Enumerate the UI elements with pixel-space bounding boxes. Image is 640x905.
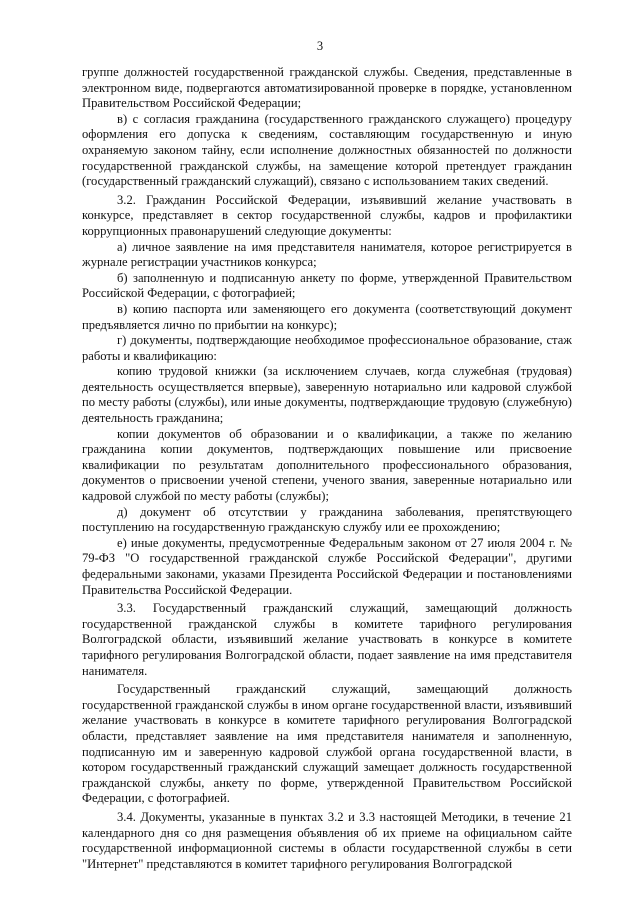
paragraph-3-3-civil-servant: 3.3. Государственный гражданский служащий, замещающий должность государственной гражданской службы в комитете тарифного регулирования Волгоградской области, изъявивший желание участвовать в конкурсе в комитете тарифного регулирования Волгоградской области, подает заявление на имя представителя нанимателя. bbox=[82, 601, 572, 678]
page-number: 3 bbox=[316, 39, 324, 53]
paragraph-item-v-passport: в) копию паспорта или заменяющего его документа (соответствующий документ предъявляется лично по прибытии на конкурс); bbox=[82, 301, 572, 332]
paragraph-item-d-health: д) документ об отсутствии у гражданина заболевания, препятствующего поступлению на государственную гражданскую службу или ее прохождению; bbox=[82, 504, 572, 535]
paragraph-continuation: группе должностей государственной гражданской службы. Сведения, представленные в электронном виде, подвергаются автоматизированной проверке в порядке, установленном Правительством Российской Федерации; bbox=[82, 65, 572, 111]
paragraph-item-b-questionnaire: б) заполненную и подписанную анкету по форме, утвержденной Правительством Российской Федерации, с фотографией; bbox=[82, 270, 572, 301]
paragraph-item-a-application: а) личное заявление на имя представителя нанимателя, которое регистрируется в журнале регистрации участников конкурса; bbox=[82, 239, 572, 270]
paragraph-3-2-citizen-documents: 3.2. Гражданин Российской Федерации, изъявивший желание участвовать в конкурсе, представляет в сектор государственной службы, кадров и профилактики коррупционных правонарушений следующие документы: bbox=[82, 192, 572, 238]
paragraph-work-record-copy: копию трудовой книжки (за исключением случаев, когда служебная (трудовая) деятельность осуществляется впервые), заверенную нотариально или кадровой службой по месту работы (службы), или иные документы, подтверждающие трудовую (служебную) деятельность гражданина; bbox=[82, 364, 572, 426]
paragraph-3-4-submission-deadline: 3.4. Документы, указанные в пунктах 3.2 и 3.3 настоящей Методики, в течение 21 календарного дня со дня размещения объявления об их приеме на официальном сайте государственной информационной системы в области государственной службы в сети "Интернет" представляются в комитет тарифного регулирования Волгоградской bbox=[82, 809, 572, 871]
paragraph-education-copies: копии документов об образовании и о квалификации, а также по желанию гражданина копии документов, подтверждающих повышение или присвоение квалификации по результатам дополнительного профессионального образования, документов о присвоении ученой степени, ученого звания, заверенные нотариально или кадровой службой по месту работы (службы); bbox=[82, 426, 572, 504]
paragraph-clearance-consent: в) с согласия гражданина (государственного гражданского служащего) процедуру оформления его допуска к сведениям, составляющим государственную и иную охраняемую законом тайну, если исполнение должностных обязанностей по должности государственной гражданской службы, на замещение которой претендует гражданин (государственный гражданский служащий), связано с использованием таких сведений. bbox=[82, 111, 572, 189]
paragraph-other-body-servant: Государственный гражданский служащий, замещающий должность государственной гражданской службы в ином органе государственной власти, изъявивший желание участвовать в конкурсе в комитете тарифного регулирования Волгоградской области, представляет заявление на имя представителя нанимателя и заполненную, подписанную им и заверенную кадровой службой органа государственной власти, в котором государственный гражданский служащий замещает должность государственной гражданской службы, анкету по форме, утвержденной Правительством Российской Федерации, с фотографией. bbox=[82, 682, 572, 806]
document-body bbox=[82, 65, 572, 872]
paragraph-item-g-education: г) документы, подтверждающие необходимое профессиональное образование, стаж работы и квалификацию: bbox=[82, 333, 572, 363]
paragraph-item-e-other-documents: е) иные документы, предусмотренные Федеральным законом от 27 июля 2004 г. № 79-ФЗ "О государственной гражданской службе Российской Федерации", другими федеральными законами, указами Президента Российской Федерации и постановлениями Правительства Российской Федерации. bbox=[82, 535, 572, 597]
